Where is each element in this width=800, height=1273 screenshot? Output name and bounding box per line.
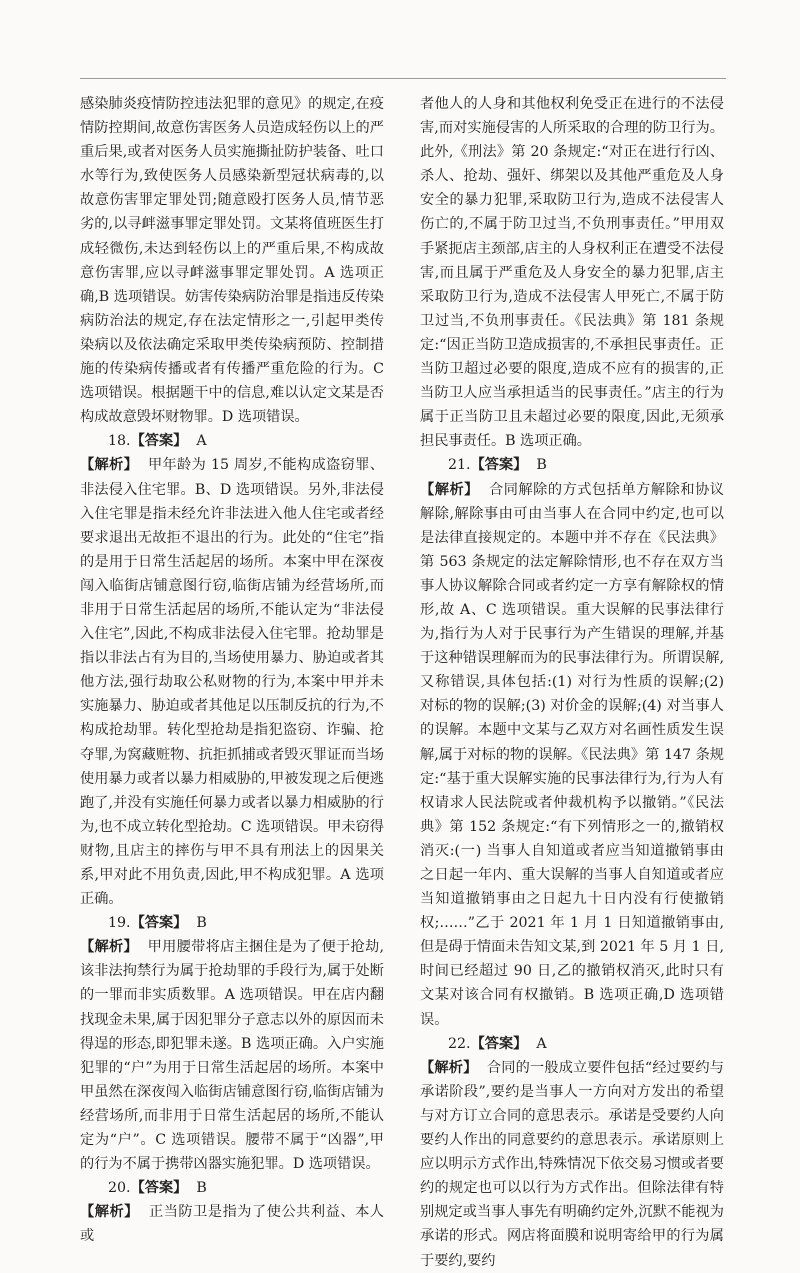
question-number: 18. [108,433,131,450]
question-number: 22. [448,1035,471,1052]
paragraph: 者他人的人身和其他权利免受正在进行的不法侵害,而对实施侵害的人所采取的合理的防卫行为。此外,《刑法》第 20 条规定:“对正在进行行凶、杀人、抢劫、强奸、绑架以及其他严重危及人身安全的暴力犯罪,采取防卫行为,造成不法侵害人伤亡的,不属于防卫过当,不负刑事责任。”甲用双手紧扼店主颈部,店主的人身权利正在遭受不法侵害,而且属于严重危及人身安全的暴力犯罪,店主采取防卫行为,造成不法侵害人甲死亡,不属于防卫过当,不负刑事责任。《民法典》第 181 条规定:“因正当防卫造成损害的,不承担民事责任。正当防卫超过必要的限度,造成不应有的损害的,正当防卫人应当承担适当的民事责任。”店主的行为属于正当防卫且未超过必要的限度,因此,无须承担民事责任。B 选项正确。 [420,96,724,450]
explanation-tag: 【解析】 [80,939,138,956]
answer-19 [80,911,384,935]
answer-tag: 【答案】 [130,1180,188,1197]
answer-tag: 【答案】 [470,457,528,474]
answer-value: B [536,457,547,474]
answer-value: B [196,915,207,932]
explanation-tag: 【解析】 [420,481,479,498]
answer-tag: 【答案】 [470,1035,528,1052]
explanation-22 [420,1056,724,1273]
answer-18 [80,429,384,453]
explanation-text: 正当防卫是指为了使公共利益、本人或 [80,1204,384,1245]
left-column [80,92,384,1249]
explanation-text: 合同的一般成立要件包括“经过要约与承诺阶段”,要约是当事人一方向对方发出的希望与对方订立合同的意思表示。承诺是受要约人向要约人作出的同意要约的意思表示。承诺原则上应以明示方式作出,特殊情况下依交易习惯或者要约的规定也可以以行为方式作出。但除法律有特别规定或当事人事先有明确约定外,沉默不能视为承诺的形式。网店将面膜和说明寄给甲的行为属于要约,要约 [420,1059,724,1269]
explanation-21 [420,478,724,1032]
explanation-18 [80,453,384,911]
answer-value: B [196,1180,207,1197]
answer-value: A [196,433,207,450]
header-rule [80,78,726,79]
question-number: 20. [108,1180,131,1197]
explanation-text: 甲用腰带将店主捆住是为了便于抢劫,该非法拘禁行为属于抢劫罪的手段行为,属于处断的一罪而非实质数罪。A 选项错误。甲在店内翻找现金未果,属于因犯罪分子意志以外的原因而未得逞的形态,即犯罪未遂。B 选项正确。入户实施犯罪的“户”为用于日常生活起居的场所。本案中甲虽然在深夜闯入临街店铺意图行窃,临街店铺为经营场所,而非用于日常生活起居的场所,不能认定为“户”。C 选项错误。腰带不属于“凶器”,甲的行为不属于携带凶器实施犯罪。D 选项错误。 [80,939,384,1173]
explanation-tag: 【解析】 [80,1204,139,1221]
answer-value: A [536,1035,547,1052]
answer-22 [420,1032,724,1056]
answer-21 [420,453,724,477]
explanation-text: 甲年龄为 15 周岁,不能构成盗窃罪、非法侵入住宅罪。B、D 选项错误。另外,非法侵入住宅罪是指未经允许非法进入他人住宅或者经要求退出无故拒不退出的行为。此处的“住宅”指的是用于日常生活起居的场所。本案中甲在深夜闯入临街店铺意图行窃,临街店铺为经营场所,而非用于日常生活起居的场所,不能认定为“非法侵入住宅”,因此,不构成非法侵入住宅罪。抢劫罪是指以非法占有为目的,当场使用暴力、胁迫或者其他方法,强行劫取公私财物的行为,本案中甲并未实施暴力、胁迫或者其他足以压制反抗的行为,不构成抢劫罪。转化型抢劫是指犯盗窃、诈骗、抢夺罪,为窝藏赃物、抗拒抓捕或者毁灭罪证而当场使用暴力或者以暴力相威胁的,甲被发现之后便逃跑了,并没有实施任何暴力或者以暴力相威胁的行为,也不成立转化型抢劫。C 选项错误。甲未窃得财物,且店主的摔伤与甲不具有刑法上的因果关系,甲对此不用负责,因此,甲不构成犯罪。A 选项正确。 [80,457,384,908]
explanation-text: 合同解除的方式包括单方解除和协议解除,解除事由可由当事人在合同中约定,也可以是法律直接规定的。本题中并不存在《民法典》第 563 条规定的法定解除情形,也不存在双方当事人协议解除合同或者约定一方享有解除权的情形,故 A、C 选项错误。重大误解的民事法律行为,指行为人对于民事行为产生错误的理解,并基于这种错误理解而为的民事法律行为。所谓误解,又称错误,具体包括:(1) 对行为性质的误解;(2) 对标的物的误解;(3) 对价金的误解;(4) 对当事人的误解。本题中文某与乙双方对名画性质发生误解,属于对标的物的误解。《民法典》第 147 条规定:“基于重大误解实施的民事法律行为,行为人有权请求人民法院或者仲裁机构予以撤销。”《民法典》第 152 条规定:“有下列情形之一的,撤销权消灭:(一) 当事人自知道或者应当知道撤销事由之日起一年内、重大误解的当事人自知道或者应当知道撤销事由之日起九十日内没有行使撤销权;……”乙于 2021 年 1 月 1 日知道撤销事由,但是碍于情面未告知文某,到 2021 年 5 月 1 日,时间已经超过 90 日,乙的撤销权消灭,此时只有文某对该合同有权撤销。B 选项正确,D 选项错误。 [420,481,724,1028]
explanation-19 [80,935,384,1176]
explanation-tag: 【解析】 [420,1059,478,1076]
question-number: 21. [448,457,471,474]
paragraph: 感染肺炎疫情防控违法犯罪的意见》的规定,在疫情防控期间,故意伤害医务人员造成轻伤以上的严重后果,或者对医务人员实施撕扯防护装备、吐口水等行为,致使医务人员感染新型冠状病毒的,以故意伤害罪定罪处罚;随意殴打医务人员,情节恶劣的,以寻衅滋事罪定罪处罚。文某将值班医生打成轻微伤,未达到轻伤以上的严重后果,不构成故意伤害罪,应以寻衅滋事罪定罪处罚。A 选项正确,B 选项错误。妨害传染病防治罪是指违反传染病防治法的规定,存在法定情形之一,引起甲类传染病以及依法确定采取甲类传染病预防、控制措施的传染病传播或者有传播严重危险的行为。C 选项错误。根据题干中的信息,难以认定文某是否构成故意毁坏财物罪。D 选项错误。 [80,96,384,426]
answer-tag: 【答案】 [130,915,188,932]
answer-20 [80,1176,384,1200]
explanation-20 [80,1200,384,1248]
answer-tag: 【答案】 [130,433,188,450]
question-number: 19. [108,915,131,932]
right-column [420,92,724,1273]
explanation-tag: 【解析】 [80,457,139,474]
